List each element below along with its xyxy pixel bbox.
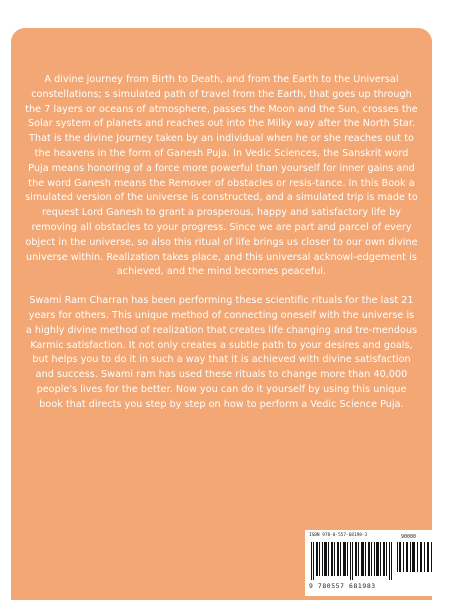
author-paragraph-2: Swami Ram Charran has been performing these scientific rituals for the last 21 years for others. This unique method of connecting oneself with the universe is a highly divine method of realization that creates life changing and tre-mendous Karmic satisfaction. It not only creates a subtle path to your desires and goals, but helps you to do it in such a way that it is achieved with divine satisfaction and success. Swami ram has used these rituals to change more than 40,000 people's lives for the better. Now you can do it yourself by using this unique book that directs you step by step on how to perform a Vedic Science Puja. xyxy=(25,295,418,410)
barcode-bars-icon xyxy=(311,542,393,580)
isbn-barcode xyxy=(305,530,437,596)
cover-text-panel xyxy=(11,28,432,600)
isbn-label: ISBN 978-0-557-68198-3 xyxy=(309,533,368,538)
price-barcode-bars-icon xyxy=(397,542,433,572)
price-code: 90000 xyxy=(401,534,417,540)
description-paragraph-1: A divine journey from Birth to Death, and from the Earth to the Universal constellations; s simulated path of travel from the Earth, that goes up through the 7 layers or oceans of atmosphere, passes the Moon and the Sun, crosses the Solar system of planets and reaches out into the Milky way after the North Star. That is the divine Journey taken by an individual when he or she reaches out to the heavens in the form of Ganesh Puja. In Vedic Sciences, the Sanskrit word Puja means honoring of a force more powerful than yourself for inner gains and the word Ganesh means the Remover of obstacles or resis-tance. In this Book a simulated version of the universe is constructed, and a simulated trip is made to request Lord Ganesh to grant a prosperous, happy and satisfactory life by removing all obstacles to your progress. Since we are part and parcel of every object in the universe, so also this ritual of life brings us closer to our own divine universe within. Realization takes place, and this universal acknowl-edgement is achieved, and the mind becomes peaceful. xyxy=(25,74,418,278)
barcode-digits: 9 780557 681983 xyxy=(309,582,376,590)
